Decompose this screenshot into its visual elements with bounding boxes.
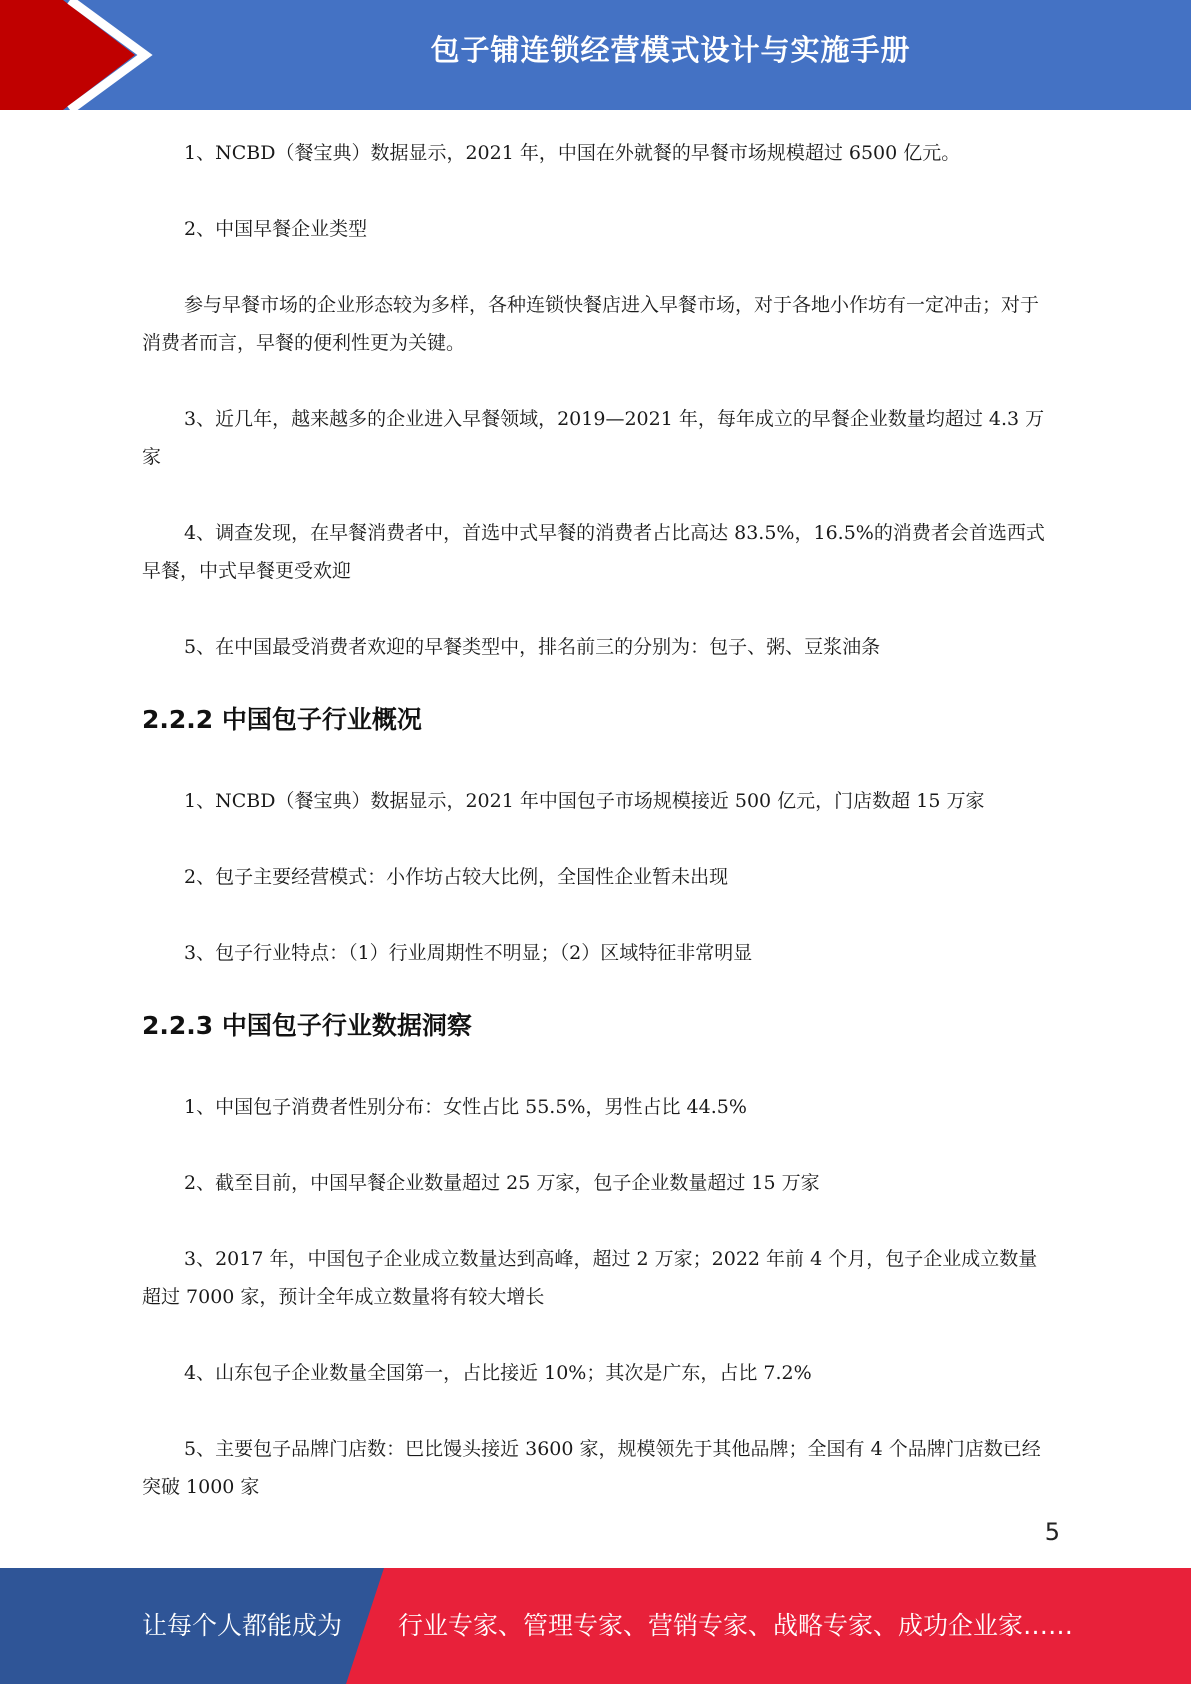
paragraph: 4、山东包子企业数量全国第一，占比接近 10%；其次是广东，占比 7.2% xyxy=(184,1362,812,1384)
paragraph: 5、在中国最受消费者欢迎的早餐类型中，排名前三的分别为：包子、粥、豆浆油条 xyxy=(184,636,881,658)
paragraph: 2、包子主要经营模式：小作坊占较大比例，全国性企业暂未出现 xyxy=(184,866,729,888)
page-footer-banner xyxy=(0,1568,1191,1684)
section-heading: 2.2.3 中国包子行业数据洞察 xyxy=(142,1011,472,1040)
footer-slogan-left: 让每个人都能成为 xyxy=(142,1611,343,1640)
red-arrow-decoration xyxy=(0,0,160,110)
footer-slogan-right: 行业专家、管理专家、营销专家、战略专家、成功企业家…… xyxy=(398,1611,1074,1640)
page-number: 5 xyxy=(1044,1518,1060,1546)
paragraph: 1、NCBD（餐宝典）数据显示，2021 年中国包子市场规模接近 500 亿元，门店数超 15 万家 xyxy=(184,790,985,812)
paragraph: 3、2017 年，中国包子企业成立数量达到高峰，超过 2 万家；2022 年前 4 个月，包子企业成立数量超过 7000 家，预计全年成立数量将有较大增长 xyxy=(142,1248,1038,1308)
document-title: 包子铺连锁经营模式设计与实施手册 xyxy=(430,33,911,67)
paragraph: 2、中国早餐企业类型 xyxy=(184,218,368,240)
page-header-banner xyxy=(0,0,1191,110)
paragraph: 1、中国包子消费者性别分布：女性占比 55.5%，男性占比 44.5% xyxy=(184,1096,747,1118)
paragraph: 3、近几年，越来越多的企业进入早餐领域，2019—2021 年，每年成立的早餐企业数量均超过 4.3 万家 xyxy=(142,408,1045,468)
paragraph: 4、调查发现，在早餐消费者中，首选中式早餐的消费者占比高达 83.5%，16.5%的消费者会首选西式早餐，中式早餐更受欢迎 xyxy=(142,522,1045,582)
paragraph: 5、主要包子品牌门店数：巴比馒头接近 3600 家，规模领先于其他品牌；全国有 4 个品牌门店数已经突破 1000 家 xyxy=(142,1438,1041,1498)
section-heading: 2.2.2 中国包子行业概况 xyxy=(142,705,422,734)
paragraph: 2、截至目前，中国早餐企业数量超过 25 万家，包子企业数量超过 15 万家 xyxy=(184,1172,820,1194)
paragraph: 参与早餐市场的企业形态较为多样，各种连锁快餐店进入早餐市场，对于各地小作坊有一定冲击；对于消费者而言，早餐的便利性更为关键。 xyxy=(142,294,1040,354)
paragraph: 1、NCBD（餐宝典）数据显示，2021 年，中国在外就餐的早餐市场规模超过 6500 亿元。 xyxy=(184,142,961,164)
paragraph: 3、包子行业特点：（1）行业周期性不明显；（2）区域特征非常明显 xyxy=(184,942,753,964)
